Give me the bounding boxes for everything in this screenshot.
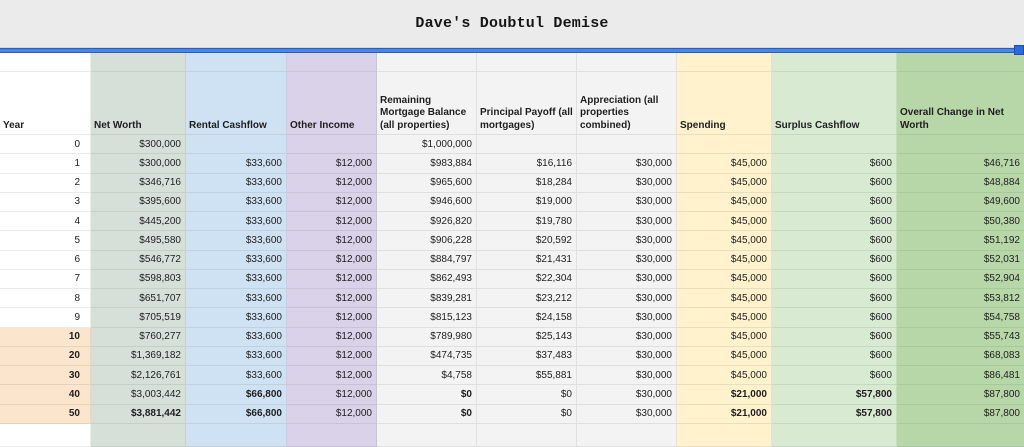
cell-networth[interactable]: $495,580 xyxy=(91,231,186,250)
cell-mortgage[interactable]: $4,758 xyxy=(377,366,477,385)
cell-principal[interactable]: $37,483 xyxy=(477,347,577,366)
header-networth[interactable]: Net Worth xyxy=(91,72,186,135)
cell-other-income[interactable]: $12,000 xyxy=(287,308,377,327)
cell-other-income[interactable]: $12,000 xyxy=(287,385,377,404)
header-row xyxy=(0,72,1024,135)
cell-overall[interactable]: $49,600 xyxy=(897,193,1024,212)
cell-overall[interactable]: $46,716 xyxy=(897,154,1024,173)
empty-cell-mortgage[interactable] xyxy=(377,53,477,72)
fill-handle[interactable] xyxy=(1014,45,1024,55)
cell-rental[interactable]: $33,600 xyxy=(186,174,287,193)
table-row xyxy=(0,328,1024,347)
cell-networth[interactable]: $300,000 xyxy=(91,135,186,154)
cell-surplus[interactable]: $600 xyxy=(772,231,897,250)
cell-mortgage[interactable]: $884,797 xyxy=(377,251,477,270)
empty-cell-other-income[interactable] xyxy=(287,53,377,72)
cell-mortgage[interactable]: $906,228 xyxy=(377,231,477,250)
table-row xyxy=(0,405,1024,424)
cell-principal[interactable]: $21,431 xyxy=(477,251,577,270)
cell-principal[interactable]: $20,592 xyxy=(477,231,577,250)
cell-overall[interactable]: $87,800 xyxy=(897,405,1024,424)
cell-networth[interactable]: $395,600 xyxy=(91,193,186,212)
cell-year[interactable]: 8 xyxy=(0,289,91,308)
cell-other-income[interactable]: $12,000 xyxy=(287,405,377,424)
cell-mortgage[interactable]: $839,281 xyxy=(377,289,477,308)
cell-year[interactable]: 20 xyxy=(0,347,91,366)
cell-appreciation[interactable]: $30,000 xyxy=(577,347,677,366)
cell-appreciation[interactable]: $30,000 xyxy=(577,385,677,404)
empty-cell-rental[interactable] xyxy=(186,53,287,72)
empty-cell-spending[interactable] xyxy=(677,53,772,72)
cell-networth[interactable]: $760,277 xyxy=(91,328,186,347)
cell-spending[interactable]: $45,000 xyxy=(677,193,772,212)
cell-appreciation[interactable]: $30,000 xyxy=(577,231,677,250)
cell-spending[interactable]: $45,000 xyxy=(677,174,772,193)
cell-overall[interactable]: $55,743 xyxy=(897,328,1024,347)
cell-networth[interactable]: $2,126,761 xyxy=(91,366,186,385)
table-row xyxy=(0,366,1024,385)
cell-appreciation[interactable]: $30,000 xyxy=(577,154,677,173)
cell-surplus[interactable]: $57,800 xyxy=(772,385,897,404)
header-other-income[interactable]: Other Income xyxy=(287,72,377,135)
cell-overall[interactable]: $53,812 xyxy=(897,289,1024,308)
table-row xyxy=(0,135,1024,154)
cell-other-income[interactable]: $12,000 xyxy=(287,251,377,270)
cell-other-income[interactable]: $12,000 xyxy=(287,212,377,231)
cell-appreciation[interactable]: $30,000 xyxy=(577,405,677,424)
cell-year[interactable]: 40 xyxy=(0,385,91,404)
header-spending[interactable]: Spending xyxy=(677,72,772,135)
table-row xyxy=(0,347,1024,366)
cell-overall[interactable]: $48,884 xyxy=(897,174,1024,193)
cell-other-income[interactable]: $12,000 xyxy=(287,193,377,212)
cell-rental[interactable]: $33,600 xyxy=(186,270,287,289)
cell-mortgage[interactable]: $815,123 xyxy=(377,308,477,327)
cell-rental[interactable]: $33,600 xyxy=(186,347,287,366)
cell-appreciation[interactable]: $30,000 xyxy=(577,328,677,347)
cell-spending[interactable]: $45,000 xyxy=(677,366,772,385)
header-rental[interactable]: Rental Cashflow xyxy=(186,72,287,135)
cell-principal[interactable] xyxy=(477,135,577,154)
cell-mortgage[interactable]: $983,884 xyxy=(377,154,477,173)
cell-other-income[interactable]: $12,000 xyxy=(287,289,377,308)
cell-surplus[interactable]: $600 xyxy=(772,289,897,308)
cell-principal[interactable]: $25,143 xyxy=(477,328,577,347)
cell-networth[interactable]: $3,881,442 xyxy=(91,405,186,424)
filler-row xyxy=(0,424,1024,447)
table-row xyxy=(0,308,1024,327)
cell-mortgage[interactable]: $0 xyxy=(377,405,477,424)
cell-other-income[interactable]: $12,000 xyxy=(287,231,377,250)
cell-networth[interactable]: $546,772 xyxy=(91,251,186,270)
cell-appreciation[interactable] xyxy=(577,135,677,154)
empty-cell-spending[interactable] xyxy=(677,424,772,447)
cell-year[interactable]: 2 xyxy=(0,174,91,193)
table-row xyxy=(0,231,1024,250)
empty-cell-overall[interactable] xyxy=(897,424,1024,447)
table-row xyxy=(0,174,1024,193)
empty-cell-appreciation[interactable] xyxy=(577,53,677,72)
cell-other-income[interactable]: $12,000 xyxy=(287,347,377,366)
empty-cell-year[interactable] xyxy=(0,424,91,447)
table-row xyxy=(0,289,1024,308)
cell-other-income[interactable]: $12,000 xyxy=(287,174,377,193)
cell-year[interactable]: 30 xyxy=(0,366,91,385)
cell-networth[interactable]: $300,000 xyxy=(91,154,186,173)
cell-networth[interactable]: $445,200 xyxy=(91,212,186,231)
cell-principal[interactable]: $19,000 xyxy=(477,193,577,212)
empty-cell-mortgage[interactable] xyxy=(377,424,477,447)
cell-spending[interactable]: $45,000 xyxy=(677,154,772,173)
cell-surplus[interactable]: $600 xyxy=(772,347,897,366)
cell-networth[interactable]: $346,716 xyxy=(91,174,186,193)
cell-year[interactable]: 4 xyxy=(0,212,91,231)
cell-year[interactable]: 50 xyxy=(0,405,91,424)
empty-cell-networth[interactable] xyxy=(91,424,186,447)
cell-rental[interactable]: $33,600 xyxy=(186,328,287,347)
empty-cell-surplus[interactable] xyxy=(772,424,897,447)
cell-year[interactable]: 0 xyxy=(0,135,91,154)
cell-principal[interactable]: $0 xyxy=(477,385,577,404)
cell-rental[interactable]: $66,800 xyxy=(186,405,287,424)
header-surplus[interactable]: Surplus Cashflow xyxy=(772,72,897,135)
empty-cell-principal[interactable] xyxy=(477,53,577,72)
selection-border xyxy=(0,48,1024,53)
cell-networth[interactable]: $1,369,182 xyxy=(91,347,186,366)
cell-mortgage[interactable]: $965,600 xyxy=(377,174,477,193)
cell-surplus[interactable]: $600 xyxy=(772,328,897,347)
empty-cell-surplus[interactable] xyxy=(772,53,897,72)
table-row xyxy=(0,270,1024,289)
cell-appreciation[interactable]: $30,000 xyxy=(577,270,677,289)
cell-other-income[interactable]: $12,000 xyxy=(287,366,377,385)
cell-appreciation[interactable]: $30,000 xyxy=(577,193,677,212)
cell-appreciation[interactable]: $30,000 xyxy=(577,308,677,327)
cell-surplus[interactable]: $600 xyxy=(772,251,897,270)
cell-appreciation[interactable]: $30,000 xyxy=(577,366,677,385)
cell-spending[interactable]: $45,000 xyxy=(677,270,772,289)
cell-rental[interactable]: $33,600 xyxy=(186,251,287,270)
cell-surplus[interactable]: $600 xyxy=(772,308,897,327)
empty-cell-year[interactable] xyxy=(0,53,91,72)
header-year[interactable]: Year xyxy=(0,72,91,135)
cell-surplus[interactable]: $57,800 xyxy=(772,405,897,424)
cell-year[interactable]: 3 xyxy=(0,193,91,212)
cell-principal[interactable]: $23,212 xyxy=(477,289,577,308)
cell-overall[interactable]: $86,481 xyxy=(897,366,1024,385)
cell-year[interactable]: 9 xyxy=(0,308,91,327)
cell-rental[interactable]: $33,600 xyxy=(186,308,287,327)
cell-surplus[interactable]: $600 xyxy=(772,174,897,193)
cell-mortgage[interactable]: $946,600 xyxy=(377,193,477,212)
cell-spending[interactable]: $45,000 xyxy=(677,347,772,366)
cell-spending[interactable]: $45,000 xyxy=(677,308,772,327)
header-principal[interactable]: Principal Payoff (all mortgages) xyxy=(477,72,577,135)
cell-spending[interactable]: $45,000 xyxy=(677,289,772,308)
cell-spending[interactable]: $21,000 xyxy=(677,405,772,424)
cell-rental[interactable] xyxy=(186,135,287,154)
cell-year[interactable]: 7 xyxy=(0,270,91,289)
empty-cell-overall[interactable] xyxy=(897,53,1024,72)
cell-principal[interactable]: $18,284 xyxy=(477,174,577,193)
cell-spending[interactable]: $45,000 xyxy=(677,251,772,270)
cell-surplus[interactable]: $600 xyxy=(772,270,897,289)
cell-principal[interactable]: $16,116 xyxy=(477,154,577,173)
table-row xyxy=(0,212,1024,231)
cell-spending[interactable]: $45,000 xyxy=(677,212,772,231)
cell-overall[interactable]: $52,031 xyxy=(897,251,1024,270)
header-mortgage[interactable]: Remaining Mortgage Balance (all properties) xyxy=(377,72,477,135)
title-cell[interactable] xyxy=(0,0,1024,48)
cell-principal[interactable]: $0 xyxy=(477,405,577,424)
cell-other-income[interactable]: $12,000 xyxy=(287,154,377,173)
table xyxy=(0,53,1024,447)
cell-other-income[interactable]: $12,000 xyxy=(287,270,377,289)
spacer-row xyxy=(0,53,1024,72)
sheet-title: Dave's Doubtul Demise xyxy=(415,15,609,32)
cell-overall[interactable]: $50,380 xyxy=(897,212,1024,231)
cell-principal[interactable]: $55,881 xyxy=(477,366,577,385)
cell-spending[interactable]: $21,000 xyxy=(677,385,772,404)
cell-mortgage[interactable]: $926,820 xyxy=(377,212,477,231)
cell-mortgage[interactable]: $474,735 xyxy=(377,347,477,366)
cell-surplus[interactable]: $600 xyxy=(772,193,897,212)
cell-year[interactable]: 1 xyxy=(0,154,91,173)
header-appreciation[interactable]: Appreciation (all properties combined) xyxy=(577,72,677,135)
empty-cell-networth[interactable] xyxy=(91,53,186,72)
cell-year[interactable]: 6 xyxy=(0,251,91,270)
table-row xyxy=(0,385,1024,404)
cell-surplus[interactable]: $600 xyxy=(772,366,897,385)
cell-rental[interactable]: $33,600 xyxy=(186,193,287,212)
cell-year[interactable]: 10 xyxy=(0,328,91,347)
cell-spending[interactable]: $45,000 xyxy=(677,231,772,250)
cell-rental[interactable]: $33,600 xyxy=(186,231,287,250)
cell-overall[interactable]: $52,904 xyxy=(897,270,1024,289)
empty-cell-other-income[interactable] xyxy=(287,424,377,447)
cell-networth[interactable]: $598,803 xyxy=(91,270,186,289)
cell-mortgage[interactable]: $789,980 xyxy=(377,328,477,347)
cell-year[interactable]: 5 xyxy=(0,231,91,250)
cell-appreciation[interactable]: $30,000 xyxy=(577,289,677,308)
cell-mortgage[interactable]: $0 xyxy=(377,385,477,404)
cell-other-income[interactable]: $12,000 xyxy=(287,328,377,347)
cell-principal[interactable]: $24,158 xyxy=(477,308,577,327)
cell-mortgage[interactable]: $1,000,000 xyxy=(377,135,477,154)
cell-networth[interactable]: $705,519 xyxy=(91,308,186,327)
cell-spending[interactable]: $45,000 xyxy=(677,328,772,347)
cell-principal[interactable]: $22,304 xyxy=(477,270,577,289)
cell-other-income[interactable] xyxy=(287,135,377,154)
empty-cell-principal[interactable] xyxy=(477,424,577,447)
cell-overall[interactable]: $54,758 xyxy=(897,308,1024,327)
cell-appreciation[interactable]: $30,000 xyxy=(577,212,677,231)
cell-rental[interactable]: $33,600 xyxy=(186,366,287,385)
cell-surplus[interactable] xyxy=(772,135,897,154)
cell-appreciation[interactable]: $30,000 xyxy=(577,251,677,270)
cell-overall[interactable]: $51,192 xyxy=(897,231,1024,250)
cell-surplus[interactable]: $600 xyxy=(772,154,897,173)
cell-overall[interactable]: $87,800 xyxy=(897,385,1024,404)
table-row xyxy=(0,193,1024,212)
cell-networth[interactable]: $651,707 xyxy=(91,289,186,308)
cell-rental[interactable]: $33,600 xyxy=(186,154,287,173)
header-overall[interactable]: Overall Change in Net Worth xyxy=(897,72,1024,135)
table-row xyxy=(0,251,1024,270)
table-row xyxy=(0,154,1024,173)
cell-rental[interactable]: $33,600 xyxy=(186,289,287,308)
cell-networth[interactable]: $3,003,442 xyxy=(91,385,186,404)
empty-cell-appreciation[interactable] xyxy=(577,424,677,447)
cell-rental[interactable]: $66,800 xyxy=(186,385,287,404)
cell-overall[interactable]: $68,083 xyxy=(897,347,1024,366)
cell-overall[interactable] xyxy=(897,135,1024,154)
cell-mortgage[interactable]: $862,493 xyxy=(377,270,477,289)
cell-rental[interactable]: $33,600 xyxy=(186,212,287,231)
cell-surplus[interactable]: $600 xyxy=(772,212,897,231)
cell-appreciation[interactable]: $30,000 xyxy=(577,174,677,193)
cell-principal[interactable]: $19,780 xyxy=(477,212,577,231)
cell-spending[interactable] xyxy=(677,135,772,154)
empty-cell-rental[interactable] xyxy=(186,424,287,447)
